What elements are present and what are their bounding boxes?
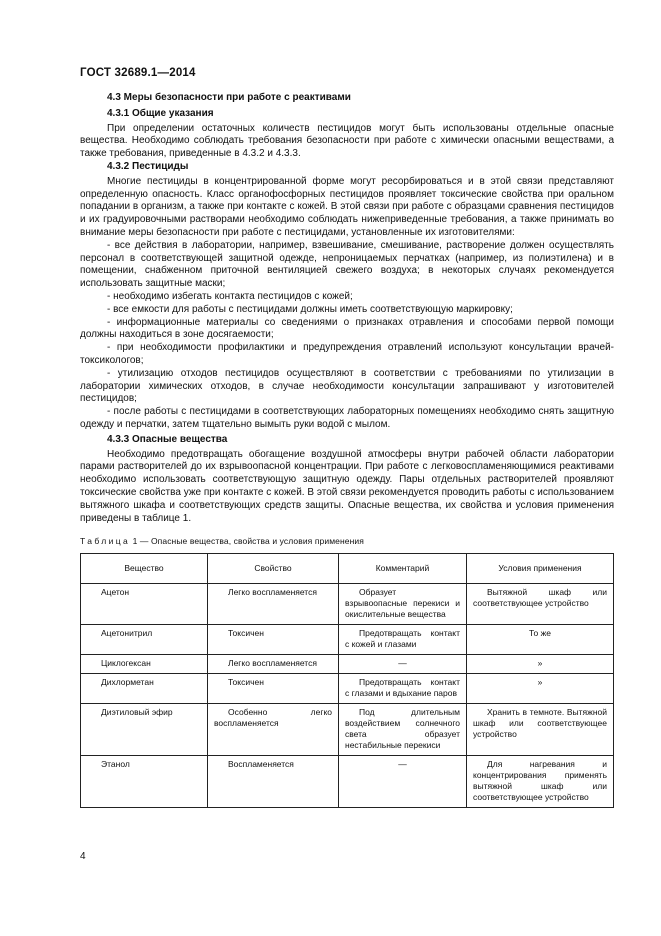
page-number: 4 [80,851,86,862]
cell-property: Токсичен [208,674,339,704]
cell-comment: Предотвращать контакт с глазами и вдыхание паров [339,674,467,704]
cell-substance: Дихлорметан [81,674,208,704]
table-row [81,704,614,756]
list-item: - после работы с пестицидами в соответствующих лабораторных помещениях необходимо снять защитную одежду и перчатки, затем тщательно вымыть руки водой с мылом. [80,406,614,430]
cell-property: Легко воспламеняется [208,584,339,625]
cell-substance: Ацетонитрил [81,625,208,655]
subsection-general-title: 4.3.1 Общие указания [107,107,214,119]
subsection-pesticides-title: 4.3.2 Пестициды [107,160,189,172]
cell-substance: Этанол [81,756,208,808]
cell-comment: Предотвращать контакт с кожей и глазами [339,625,467,655]
section-title: 4.3 Меры безопасности при работе с реактивами [107,92,351,103]
table-row [81,756,614,808]
list-item: - все емкости для работы с пестицидами должны иметь соответствующую маркировку; [107,303,513,315]
cell-property: Воспламеняется [208,756,339,808]
cell-conditions: » [467,674,614,704]
table-caption-label: Таблица [80,536,131,547]
list-item: - все действия в лаборатории, например, взвешивание, смешивание, растворение должен осуществлять персонал в соответствующей защитной одежде, непроницаемых перчатках (например, из полиэтилена) и в помещении, снабженном приточной вентиляцией свежего воздуха; в некоторых случаях рекомендуется использовать защитные маски; [80,239,614,290]
list-item: - утилизацию отходов пестицидов осуществляют в соответствии с требованиями по утилизации в лаборатории химических отходов, в случае необходимости консультации запрашивают у изготовителей пестицидов; [80,367,614,405]
header-conditions: Условия применения [467,554,614,584]
cell-conditions: » [467,655,614,674]
pesticides-intro: Многие пестициды в концентрированной форме могут ресорбироваться и в этой связи представляют определенную опасность. Класс органофосфорных пестицидов проявляет токсические свойства при оральном попадании в организм, а также при контакте с кожей. В этой связи при работе с образцами сравнения пестицидов и их градуировочными растворами необходимо соблюдать нижеприведенные требования, а также принимать во внимание меры безопасности при работе с пестицидами, установленные их изготовителями: [80,175,614,238]
cell-conditions: Хранить в темноте. Вытяжной шкаф или соответствующее устройство [467,704,614,756]
list-item: - при необходимости профилактики и предупреждения отравлений используют консультации врачей-токсикологов; [80,342,614,366]
table-row [81,625,614,655]
cell-conditions: Вытяжной шкаф или соответствующее устройство [467,584,614,625]
hazardous-substances-table [80,553,614,808]
cell-conditions: Для нагревания и концентрирования применять вытяжной шкаф или соответствующее устройство [467,756,614,808]
general-paragraph: При определении остаточных количеств пестицидов могут быть использованы отдельные опасные вещества. Необходимо соблюдать требования безопасности при работе с химически опасными веществами, а также требования, приведенные в 4.3.2 и 4.3.3. [80,122,614,160]
cell-property: Особенно легко воспламеняется [208,704,339,756]
cell-comment: — [339,756,467,808]
cell-comment: Образует взрывоопасные перекиси и окислительные вещества [339,584,467,625]
table-row [81,674,614,704]
cell-conditions: То же [467,625,614,655]
cell-comment: Под длительным воздействием солнечного света образует нестабильные перекиси [339,704,467,756]
list-item: - необходимо избегать контакта пестицидов с кожей; [107,290,353,302]
table-row [81,584,614,625]
cell-property: Токсичен [208,625,339,655]
table-caption-text: 1 — Опасные вещества, свойства и условия применения [130,536,364,547]
cell-substance: Диэтиловый эфир [81,704,208,756]
table-header-row [81,554,614,584]
hazardous-paragraph: Необходимо предотвращать обогащение воздушной атмосферы внутри рабочей области лаборатории парами растворителей до их взрывоопасной концентрации. При работе с легковоспламеняющимися реактивами необходимо использовать соответствующую защитную одежду. Пары отдельных растворителей проявляют токсические свойства уже при контакте с кожей. В этой связи рекомендуется проводить работы с использованием вытяжного шкафа и соответствующих средств защиты. Опасные вещества, их свойства и условия применения приведены в таблице 1. [80,448,614,524]
cell-property: Легко воспламеняется [208,655,339,674]
header-substance: Вещество [81,554,208,584]
list-item: - информационные материалы со сведениями о признаках отравления и способами первой помощи должны находиться в зоне досягаемости; [80,316,614,341]
header-property: Свойство [208,554,339,584]
header-comment: Комментарий [339,554,467,584]
table-row [81,655,614,674]
subsection-hazardous-title: 4.3.3 Опасные вещества [107,433,228,445]
cell-substance: Ацетон [81,584,208,625]
table-caption [80,535,614,548]
content [80,92,614,808]
cell-substance: Циклогексан [81,655,208,674]
doc-header: ГОСТ 32689.1—2014 [80,67,196,79]
cell-comment: — [339,655,467,674]
